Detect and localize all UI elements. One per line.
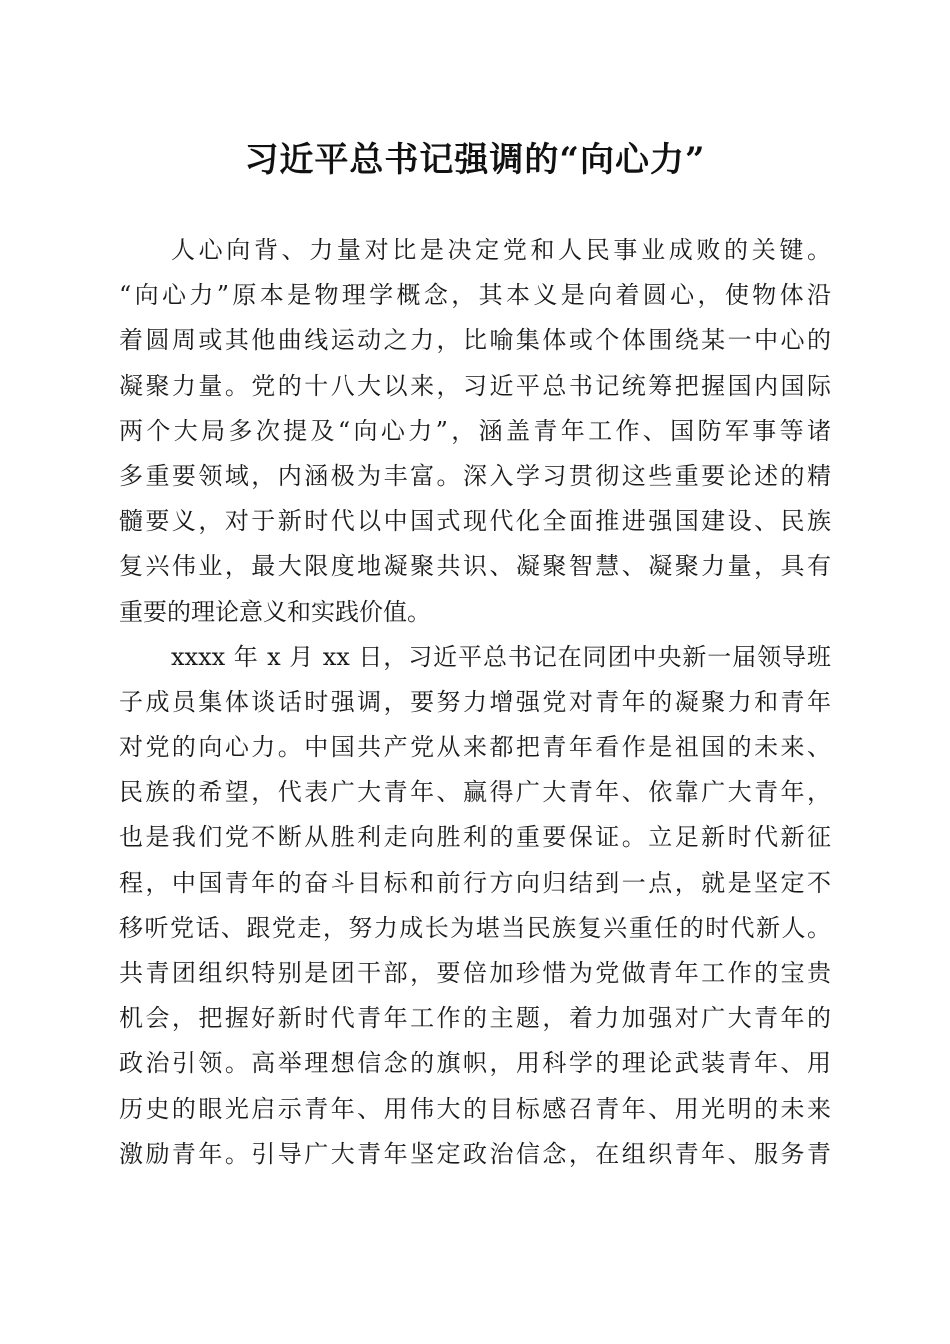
document-body bbox=[119, 228, 831, 1177]
paragraph-line: 两个大局多次提及“向心力”，涵盖青年工作、国防军事等诸 bbox=[119, 416, 831, 445]
paragraph-line: 民族的希望，代表广大青年、赢得广大青年、依靠广大青年， bbox=[119, 778, 831, 807]
paragraph-line: 人心向背、力量对比是决定党和人民事业成败的关键。 bbox=[171, 236, 831, 264]
paragraph-line: 政治引领。高举理想信念的旗帜，用科学的理论武装青年、用 bbox=[119, 1049, 831, 1078]
paragraph-line: 凝聚力量。党的十八大以来，习近平总书记统筹把握国内国际 bbox=[119, 371, 831, 400]
paragraph-line: 对党的向心力。中国共产党从来都把青年看作是祖国的未来、 bbox=[119, 733, 831, 762]
paragraph-line: xxxx 年 x 月 xx 日，习近平总书记在同团中央新一届领导班 bbox=[171, 642, 831, 671]
document-title: 习近平总书记强调的“向心力” bbox=[244, 140, 706, 180]
paragraph-line: 复兴伟业，最大限度地凝聚共识、凝聚智慧、凝聚力量，具有 bbox=[119, 552, 831, 581]
paragraph-line: 激励青年。引导广大青年坚定政治信念，在组织青年、服务青 bbox=[119, 1139, 831, 1168]
paragraph-line: 也是我们党不断从胜利走向胜利的重要保证。立足新时代新征 bbox=[119, 823, 831, 852]
paragraph-line: 共青团组织特别是团干部，要倍加珍惜为党做青年工作的宝贵 bbox=[119, 959, 831, 987]
paragraph-line: 历史的眼光启示青年、用伟大的目标感召青年、用光明的未来 bbox=[119, 1094, 831, 1123]
paragraph-line: 移听党话、跟党走，努力成长为堪当民族复兴重任的时代新人。 bbox=[119, 913, 831, 942]
paragraph-line: 机会，把握好新时代青年工作的主题，着力加强对广大青年的 bbox=[119, 1004, 831, 1033]
paragraph-line: 着圆周或其他曲线运动之力，比喻集体或个体围绕某一中心的 bbox=[119, 326, 831, 355]
paragraph-line: 子成员集体谈话时强调，要努力增强党对青年的凝聚力和青年 bbox=[119, 687, 831, 716]
paragraph-line: “向心力”原本是物理学概念，其本义是向着圆心，使物体沿 bbox=[119, 281, 831, 310]
paragraph-line: 重要的理论意义和实践价值。 bbox=[119, 597, 431, 626]
paragraph-line: 髓要义，对于新时代以中国式现代化全面推进强国建设、民族 bbox=[119, 507, 831, 536]
paragraph-line: 多重要领域，内涵极为丰富。深入学习贯彻这些重要论述的精 bbox=[119, 461, 831, 490]
paragraph-line: 程，中国青年的奋斗目标和前行方向归结到一点，就是坚定不 bbox=[119, 868, 831, 897]
